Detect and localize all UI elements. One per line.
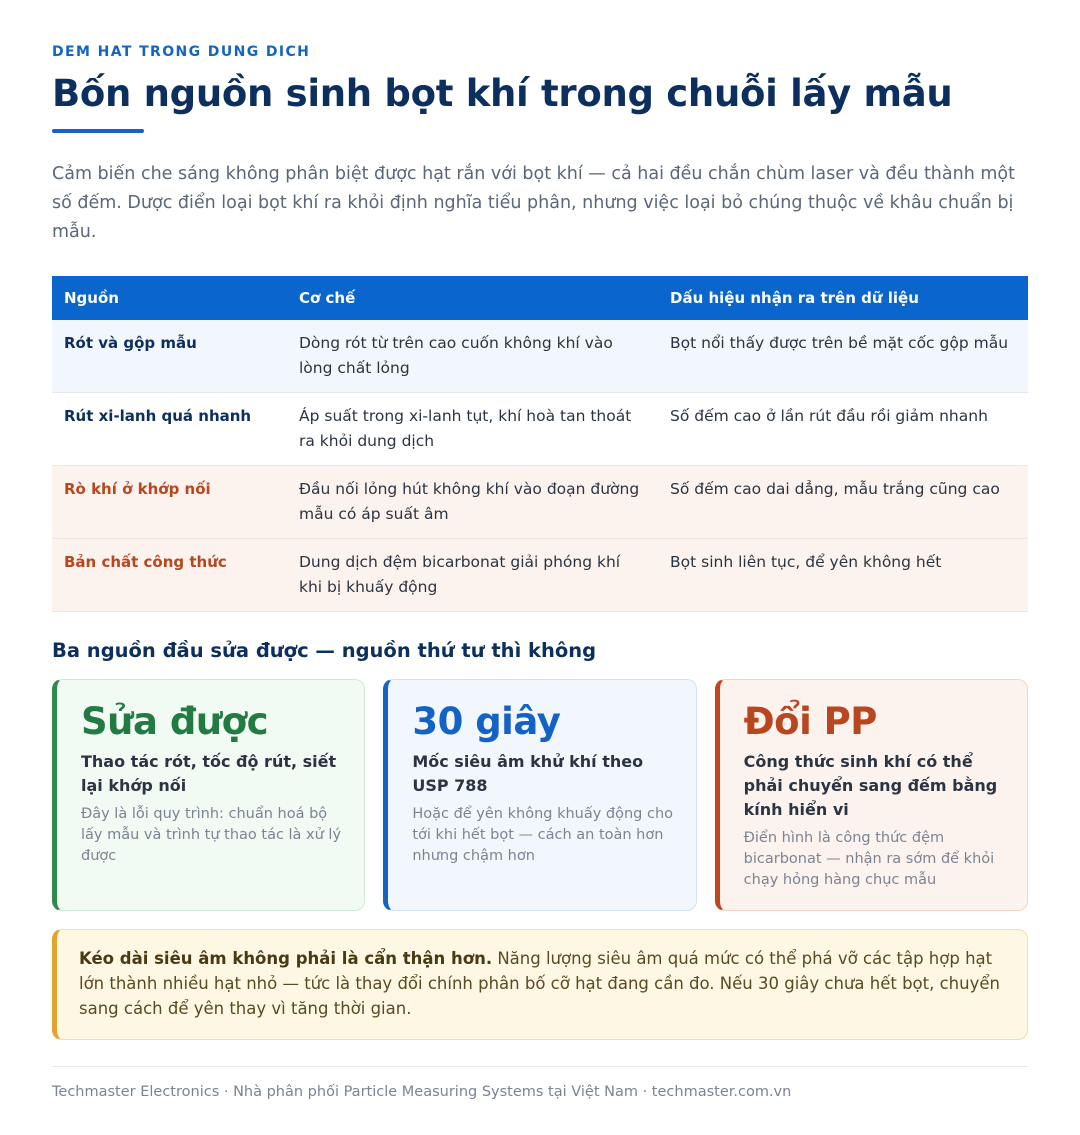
- callout-text: Năng lượng siêu âm quá mức có thể phá vỡ các tập hợp hạt lớn thành nhiều hạt nhỏ — tức là thay đổi chính phân bố cỡ hạt đang cần đo. Nếu 30 giây chưa hết bọt, chuyển sang cách để yên thay vì tăng thời gian.: [79, 949, 1000, 1018]
- eyebrow: DEM HAT TRONG DUNG DICH: [52, 44, 311, 60]
- card-sonication-time: [383, 679, 696, 911]
- mechanism-cell: Dung dịch đệm bicarbonat giải phóng khí khi bị khuấy động: [287, 539, 658, 612]
- column-header-sign: Dấu hiệu nhận ra trên dữ liệu: [658, 276, 1028, 320]
- lead-paragraph: Cảm biến che sáng không phân biệt được hạt rắn với bọt khí — cả hai đều chắn chùm laser và đều thành một số đếm. Dược điển loại bọt khí ra khỏi định nghĩa tiểu phân, nhưng việc loại bỏ chúng thuộc về khâu chuẩn bị mẫu.: [52, 164, 1015, 242]
- callout-bold-lead: Kéo dài siêu âm không phải là cẩn thận hơn.: [79, 949, 493, 968]
- bubble-sources-table: [52, 276, 1028, 612]
- card-headline: 30 giây: [412, 700, 561, 743]
- card-subtitle: Thao tác rót, tốc độ rút, siết lại khớp nối: [81, 752, 337, 795]
- table-row: [52, 320, 1028, 393]
- mechanism-cell: Áp suất trong xi-lanh tụt, khí hoà tan thoát ra khỏi dung dịch: [287, 393, 658, 466]
- card-note: Điển hình là công thức đệm bicarbonat — nhận ra sớm để khỏi chạy hỏng hàng chục mẫu: [743, 830, 995, 888]
- sign-cell: Số đếm cao ở lần rút đầu rồi giảm nhanh: [658, 393, 1028, 466]
- card-subtitle: Công thức sinh khí có thể phải chuyển sang đếm bằng kính hiển vi: [743, 752, 998, 819]
- column-header-mechanism: Cơ chế: [287, 276, 658, 320]
- summary-cards: [52, 679, 1028, 911]
- footer-divider: [52, 1066, 1028, 1067]
- card-change-method: [715, 679, 1028, 911]
- sign-cell: Bọt sinh liên tục, để yên không hết: [658, 539, 1028, 612]
- card-fixable: [52, 679, 365, 911]
- sign-cell: Số đếm cao dai dẳng, mẫu trắng cũng cao: [658, 466, 1028, 539]
- source-cell: Rò khí ở khớp nối: [52, 466, 287, 539]
- warning-callout: [52, 929, 1028, 1040]
- card-headline: Đổi PP: [743, 700, 877, 743]
- source-cell: Bản chất công thức: [52, 539, 287, 612]
- page-title: Bốn nguồn sinh bọt khí trong chuỗi lấy mẫu: [52, 72, 953, 115]
- source-cell: Rút xi-lanh quá nhanh: [52, 393, 287, 466]
- mechanism-cell: Dòng rót từ trên cao cuốn không khí vào lòng chất lỏng: [287, 320, 658, 393]
- table-row: [52, 466, 1028, 539]
- source-cell: Rót và gộp mẫu: [52, 320, 287, 393]
- card-subtitle: Mốc siêu âm khử khí theo USP 788: [412, 752, 644, 795]
- card-headline: Sửa được: [81, 700, 269, 743]
- table-header-row: [52, 276, 1028, 320]
- sign-cell: Bọt nổi thấy được trên bề mặt cốc gộp mẫu: [658, 320, 1028, 393]
- footer-text: Techmaster Electronics · Nhà phân phối Particle Measuring Systems tại Việt Nam · techmaster.com.vn: [52, 1084, 792, 1100]
- table-row: [52, 539, 1028, 612]
- section-title: Ba nguồn đầu sửa được — nguồn thứ tư thì không: [52, 639, 597, 662]
- mechanism-cell: Đầu nối lỏng hút không khí vào đoạn đường mẫu có áp suất âm: [287, 466, 658, 539]
- card-note: Hoặc để yên không khuấy động cho tới khi hết bọt — cách an toàn hơn nhưng chậm hơn: [412, 806, 674, 864]
- title-underline: [52, 129, 144, 133]
- column-header-source: Nguồn: [52, 276, 287, 320]
- card-note: Đây là lỗi quy trình: chuẩn hoá bộ lấy mẫu và trình tự thao tác là xử lý được: [81, 806, 342, 864]
- table-row: [52, 393, 1028, 466]
